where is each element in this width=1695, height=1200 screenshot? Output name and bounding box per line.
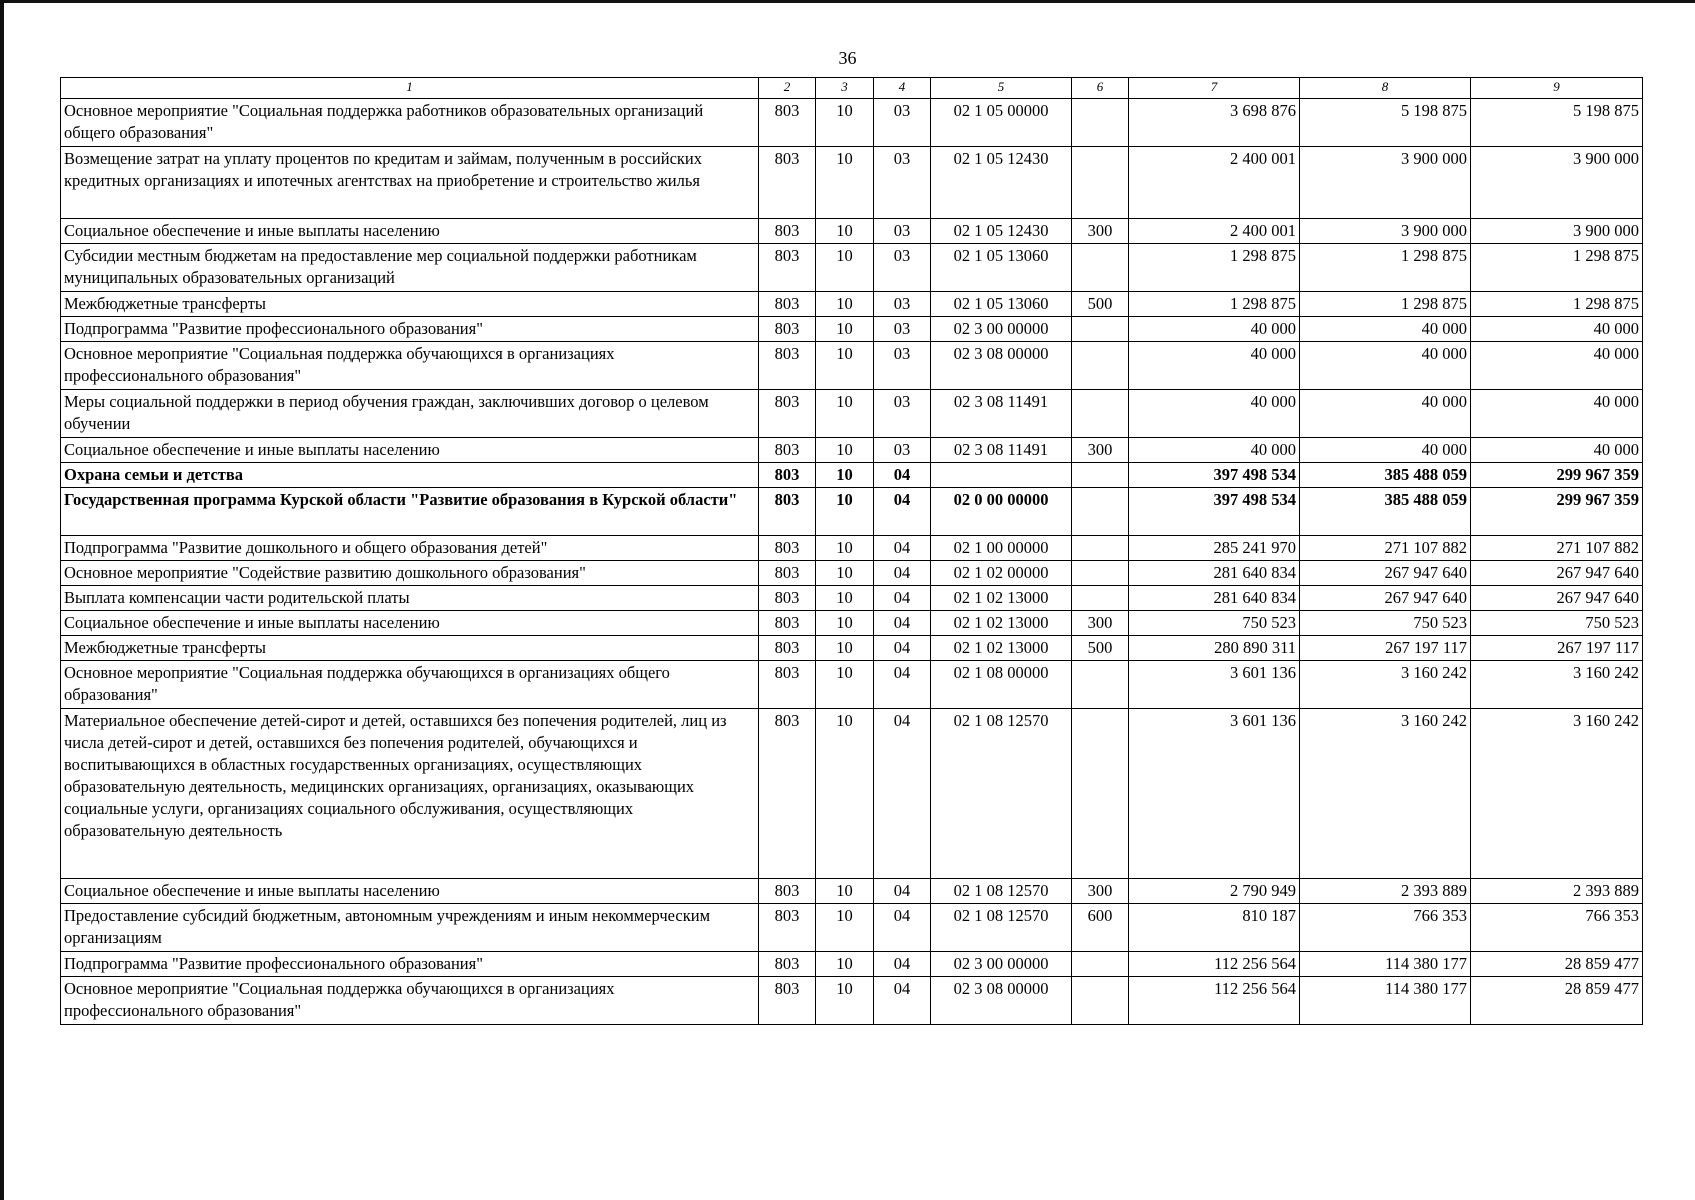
subsection-code-cell: 03 xyxy=(874,292,931,317)
subsection-code-cell: 03 xyxy=(874,390,931,438)
target-article-cell: 02 3 08 11491 xyxy=(931,438,1072,463)
amount-col8-cell: 40 000 xyxy=(1300,342,1471,390)
section-code-cell: 10 xyxy=(816,977,874,1025)
amount-col9-cell: 5 198 875 xyxy=(1471,99,1643,147)
table-row xyxy=(61,586,1643,611)
amount-col9-cell: 1 298 875 xyxy=(1471,292,1643,317)
ministry-code-cell: 803 xyxy=(759,438,816,463)
expense-type-cell xyxy=(1072,661,1129,709)
table-row xyxy=(61,342,1643,390)
ministry-code-cell: 803 xyxy=(759,879,816,904)
amount-col9-cell: 2 393 889 xyxy=(1471,879,1643,904)
amount-col9-cell: 271 107 882 xyxy=(1471,536,1643,561)
table-row xyxy=(61,661,1643,709)
amount-col9-cell: 3 900 000 xyxy=(1471,219,1643,244)
table-row xyxy=(61,244,1643,292)
ministry-code-cell: 803 xyxy=(759,244,816,292)
expense-type-cell xyxy=(1072,488,1129,536)
amount-col7-cell: 810 187 xyxy=(1129,904,1300,952)
amount-col7-cell: 285 241 970 xyxy=(1129,536,1300,561)
ministry-code-cell: 803 xyxy=(759,561,816,586)
row-name-cell: Межбюджетные трансферты xyxy=(61,636,759,661)
expense-type-cell xyxy=(1072,147,1129,219)
amount-col9-cell: 299 967 359 xyxy=(1471,463,1643,488)
amount-col7-cell: 3 601 136 xyxy=(1129,661,1300,709)
amount-col9-cell: 3 160 242 xyxy=(1471,661,1643,709)
amount-col8-cell: 271 107 882 xyxy=(1300,536,1471,561)
table-row xyxy=(61,904,1643,952)
row-name-cell: Охрана семьи и детства xyxy=(61,463,759,488)
row-name-cell: Материальное обеспечение детей-сирот и детей, оставшихся без попечения родителей, лиц из числа детей-сирот и детей, оставшихся без попечения родителей, обучающихся и воспитывающихся в областных государственных организациях, осуществляющих образовательную деятельность, медицинских организациях, организациях, оказывающих социальные услуги, организациях социального обслуживания, осуществляющих образовательную деятельность xyxy=(61,709,759,879)
table-row xyxy=(61,561,1643,586)
table-body xyxy=(61,78,1643,1025)
section-code-cell: 10 xyxy=(816,147,874,219)
target-article-cell: 02 1 08 12570 xyxy=(931,709,1072,879)
amount-col8-cell: 40 000 xyxy=(1300,390,1471,438)
table-row xyxy=(61,292,1643,317)
row-name-cell: Социальное обеспечение и иные выплаты населению xyxy=(61,438,759,463)
subsection-code-cell: 03 xyxy=(874,342,931,390)
subsection-code-cell: 03 xyxy=(874,99,931,147)
amount-col7-cell: 112 256 564 xyxy=(1129,952,1300,977)
section-code-cell: 10 xyxy=(816,586,874,611)
subsection-code-cell: 03 xyxy=(874,438,931,463)
target-article-cell: 02 3 08 00000 xyxy=(931,977,1072,1025)
subsection-code-cell: 04 xyxy=(874,904,931,952)
header-cell: 7 xyxy=(1129,78,1300,99)
target-article-cell: 02 1 05 12430 xyxy=(931,147,1072,219)
expense-type-cell xyxy=(1072,244,1129,292)
amount-col8-cell: 750 523 xyxy=(1300,611,1471,636)
row-name-cell: Основное мероприятие "Содействие развитию дошкольного образования" xyxy=(61,561,759,586)
amount-col8-cell: 3 160 242 xyxy=(1300,709,1471,879)
table-row xyxy=(61,463,1643,488)
section-code-cell: 10 xyxy=(816,390,874,438)
ministry-code-cell: 803 xyxy=(759,463,816,488)
target-article-cell: 02 3 00 00000 xyxy=(931,317,1072,342)
target-article-cell: 02 1 05 13060 xyxy=(931,292,1072,317)
expense-type-cell: 600 xyxy=(1072,904,1129,952)
table-row xyxy=(61,611,1643,636)
expense-type-cell: 300 xyxy=(1072,611,1129,636)
target-article-cell: 02 1 05 00000 xyxy=(931,99,1072,147)
ministry-code-cell: 803 xyxy=(759,536,816,561)
section-code-cell: 10 xyxy=(816,219,874,244)
row-name-cell: Подпрограмма "Развитие профессионального образования" xyxy=(61,952,759,977)
expense-type-cell xyxy=(1072,561,1129,586)
table-row xyxy=(61,99,1643,147)
expense-type-cell: 300 xyxy=(1072,219,1129,244)
header-cell: 1 xyxy=(61,78,759,99)
row-name-cell: Подпрограмма "Развитие дошкольного и общего образования детей" xyxy=(61,536,759,561)
table-row xyxy=(61,390,1643,438)
target-article-cell: 02 1 02 00000 xyxy=(931,561,1072,586)
ministry-code-cell: 803 xyxy=(759,661,816,709)
amount-col9-cell: 28 859 477 xyxy=(1471,952,1643,977)
table-row xyxy=(61,317,1643,342)
amount-col7-cell: 2 790 949 xyxy=(1129,879,1300,904)
target-article-cell: 02 1 08 12570 xyxy=(931,904,1072,952)
amount-col9-cell: 750 523 xyxy=(1471,611,1643,636)
section-code-cell: 10 xyxy=(816,536,874,561)
table-row xyxy=(61,438,1643,463)
amount-col7-cell: 3 698 876 xyxy=(1129,99,1300,147)
ministry-code-cell: 803 xyxy=(759,147,816,219)
row-name-cell: Государственная программа Курской области "Развитие образования в Курской области" xyxy=(61,488,759,536)
section-code-cell: 10 xyxy=(816,317,874,342)
row-name-cell: Предоставление субсидий бюджетным, автономным учреждениям и иным некоммерческим организациям xyxy=(61,904,759,952)
ministry-code-cell: 803 xyxy=(759,342,816,390)
target-article-cell: 02 3 00 00000 xyxy=(931,952,1072,977)
amount-col7-cell: 40 000 xyxy=(1129,438,1300,463)
amount-col9-cell: 3 160 242 xyxy=(1471,709,1643,879)
row-name-cell: Социальное обеспечение и иные выплаты населению xyxy=(61,611,759,636)
amount-col7-cell: 40 000 xyxy=(1129,317,1300,342)
amount-col8-cell: 2 393 889 xyxy=(1300,879,1471,904)
amount-col9-cell: 40 000 xyxy=(1471,317,1643,342)
expense-type-cell xyxy=(1072,99,1129,147)
table-row xyxy=(61,536,1643,561)
row-name-cell: Основное мероприятие "Социальная поддержка обучающихся в организациях профессионального образования" xyxy=(61,977,759,1025)
section-code-cell: 10 xyxy=(816,244,874,292)
amount-col8-cell: 267 197 117 xyxy=(1300,636,1471,661)
section-code-cell: 10 xyxy=(816,342,874,390)
target-article-cell: 02 3 08 11491 xyxy=(931,390,1072,438)
amount-col7-cell: 750 523 xyxy=(1129,611,1300,636)
header-cell: 2 xyxy=(759,78,816,99)
table-row xyxy=(61,488,1643,536)
subsection-code-cell: 04 xyxy=(874,561,931,586)
subsection-code-cell: 04 xyxy=(874,879,931,904)
target-article-cell: 02 1 02 13000 xyxy=(931,611,1072,636)
expense-type-cell xyxy=(1072,317,1129,342)
expense-type-cell xyxy=(1072,390,1129,438)
amount-col7-cell: 280 890 311 xyxy=(1129,636,1300,661)
expense-type-cell: 500 xyxy=(1072,636,1129,661)
amount-col9-cell: 299 967 359 xyxy=(1471,488,1643,536)
amount-col8-cell: 114 380 177 xyxy=(1300,977,1471,1025)
subsection-code-cell: 04 xyxy=(874,661,931,709)
expense-type-cell xyxy=(1072,586,1129,611)
amount-col8-cell: 385 488 059 xyxy=(1300,463,1471,488)
amount-col7-cell: 3 601 136 xyxy=(1129,709,1300,879)
ministry-code-cell: 803 xyxy=(759,390,816,438)
table-row xyxy=(61,952,1643,977)
row-name-cell: Межбюджетные трансферты xyxy=(61,292,759,317)
header-cell: 6 xyxy=(1072,78,1129,99)
expense-type-cell xyxy=(1072,536,1129,561)
target-article-cell: 02 1 05 12430 xyxy=(931,219,1072,244)
expense-type-cell xyxy=(1072,342,1129,390)
table-row xyxy=(61,219,1643,244)
target-article-cell: 02 1 05 13060 xyxy=(931,244,1072,292)
row-name-cell: Меры социальной поддержки в период обучения граждан, заключивших договор о целевом обучении xyxy=(61,390,759,438)
amount-col7-cell: 281 640 834 xyxy=(1129,586,1300,611)
amount-col7-cell: 40 000 xyxy=(1129,390,1300,438)
target-article-cell: 02 1 08 00000 xyxy=(931,661,1072,709)
target-article-cell: 02 1 02 13000 xyxy=(931,636,1072,661)
ministry-code-cell: 803 xyxy=(759,611,816,636)
header-cell: 4 xyxy=(874,78,931,99)
amount-col8-cell: 3 160 242 xyxy=(1300,661,1471,709)
table-row xyxy=(61,636,1643,661)
ministry-code-cell: 803 xyxy=(759,977,816,1025)
target-article-cell xyxy=(931,463,1072,488)
header-row xyxy=(61,78,1643,99)
ministry-code-cell: 803 xyxy=(759,219,816,244)
row-name-cell: Основное мероприятие "Социальная поддержка обучающихся в организациях профессионального образования" xyxy=(61,342,759,390)
amount-col8-cell: 1 298 875 xyxy=(1300,292,1471,317)
row-name-cell: Социальное обеспечение и иные выплаты населению xyxy=(61,879,759,904)
ministry-code-cell: 803 xyxy=(759,709,816,879)
amount-col7-cell: 1 298 875 xyxy=(1129,292,1300,317)
target-article-cell: 02 1 02 13000 xyxy=(931,586,1072,611)
expense-type-cell: 500 xyxy=(1072,292,1129,317)
amount-col8-cell: 40 000 xyxy=(1300,317,1471,342)
ministry-code-cell: 803 xyxy=(759,317,816,342)
amount-col8-cell: 766 353 xyxy=(1300,904,1471,952)
target-article-cell: 02 0 00 00000 xyxy=(931,488,1072,536)
amount-col9-cell: 3 900 000 xyxy=(1471,147,1643,219)
section-code-cell: 10 xyxy=(816,879,874,904)
table-row xyxy=(61,977,1643,1025)
header-cell: 8 xyxy=(1300,78,1471,99)
ministry-code-cell: 803 xyxy=(759,636,816,661)
amount-col8-cell: 3 900 000 xyxy=(1300,147,1471,219)
target-article-cell: 02 3 08 00000 xyxy=(931,342,1072,390)
section-code-cell: 10 xyxy=(816,463,874,488)
row-name-cell: Выплата компенсации части родительской платы xyxy=(61,586,759,611)
subsection-code-cell: 03 xyxy=(874,317,931,342)
amount-col9-cell: 40 000 xyxy=(1471,438,1643,463)
subsection-code-cell: 04 xyxy=(874,636,931,661)
subsection-code-cell: 04 xyxy=(874,709,931,879)
amount-col7-cell: 397 498 534 xyxy=(1129,463,1300,488)
subsection-code-cell: 04 xyxy=(874,611,931,636)
expense-type-cell xyxy=(1072,709,1129,879)
scan-edge-top xyxy=(0,0,1695,3)
table-row xyxy=(61,147,1643,219)
subsection-code-cell: 03 xyxy=(874,219,931,244)
amount-col9-cell: 267 197 117 xyxy=(1471,636,1643,661)
section-code-cell: 10 xyxy=(816,561,874,586)
budget-table xyxy=(60,77,1643,1025)
header-cell: 5 xyxy=(931,78,1072,99)
expense-type-cell xyxy=(1072,952,1129,977)
section-code-cell: 10 xyxy=(816,488,874,536)
section-code-cell: 10 xyxy=(816,292,874,317)
section-code-cell: 10 xyxy=(816,438,874,463)
ministry-code-cell: 803 xyxy=(759,586,816,611)
section-code-cell: 10 xyxy=(816,709,874,879)
subsection-code-cell: 04 xyxy=(874,952,931,977)
amount-col9-cell: 40 000 xyxy=(1471,390,1643,438)
subsection-code-cell: 04 xyxy=(874,463,931,488)
subsection-code-cell: 04 xyxy=(874,488,931,536)
row-name-cell: Основное мероприятие "Социальная поддержка обучающихся в организациях общего образования" xyxy=(61,661,759,709)
page-number: 36 xyxy=(838,48,857,68)
amount-col8-cell: 114 380 177 xyxy=(1300,952,1471,977)
ministry-code-cell: 803 xyxy=(759,488,816,536)
section-code-cell: 10 xyxy=(816,99,874,147)
amount-col9-cell: 28 859 477 xyxy=(1471,977,1643,1025)
amount-col8-cell: 5 198 875 xyxy=(1300,99,1471,147)
row-name-cell: Возмещение затрат на уплату процентов по кредитам и займам, полученным в российских кредитных организациях и ипотечных агентствах на приобретение и строительство жилья xyxy=(61,147,759,219)
amount-col7-cell: 112 256 564 xyxy=(1129,977,1300,1025)
amount-col8-cell: 385 488 059 xyxy=(1300,488,1471,536)
amount-col9-cell: 1 298 875 xyxy=(1471,244,1643,292)
amount-col8-cell: 267 947 640 xyxy=(1300,586,1471,611)
ministry-code-cell: 803 xyxy=(759,99,816,147)
row-name-cell: Подпрограмма "Развитие профессионального образования" xyxy=(61,317,759,342)
subsection-code-cell: 04 xyxy=(874,536,931,561)
header-cell: 9 xyxy=(1471,78,1643,99)
amount-col7-cell: 2 400 001 xyxy=(1129,219,1300,244)
ministry-code-cell: 803 xyxy=(759,904,816,952)
header-cell: 3 xyxy=(816,78,874,99)
section-code-cell: 10 xyxy=(816,904,874,952)
expense-type-cell xyxy=(1072,977,1129,1025)
amount-col7-cell: 2 400 001 xyxy=(1129,147,1300,219)
amount-col9-cell: 40 000 xyxy=(1471,342,1643,390)
table-row xyxy=(61,709,1643,879)
target-article-cell: 02 1 08 12570 xyxy=(931,879,1072,904)
amount-col8-cell: 3 900 000 xyxy=(1300,219,1471,244)
row-name-cell: Социальное обеспечение и иные выплаты населению xyxy=(61,219,759,244)
row-name-cell: Основное мероприятие "Социальная поддержка работников образовательных организаций общего образования" xyxy=(61,99,759,147)
amount-col9-cell: 267 947 640 xyxy=(1471,561,1643,586)
amount-col8-cell: 267 947 640 xyxy=(1300,561,1471,586)
expense-type-cell xyxy=(1072,463,1129,488)
ministry-code-cell: 803 xyxy=(759,952,816,977)
subsection-code-cell: 04 xyxy=(874,977,931,1025)
table-row xyxy=(61,879,1643,904)
amount-col7-cell: 1 298 875 xyxy=(1129,244,1300,292)
scan-edge-left xyxy=(0,0,4,1200)
subsection-code-cell: 04 xyxy=(874,586,931,611)
section-code-cell: 10 xyxy=(816,611,874,636)
amount-col7-cell: 40 000 xyxy=(1129,342,1300,390)
expense-type-cell: 300 xyxy=(1072,879,1129,904)
subsection-code-cell: 03 xyxy=(874,244,931,292)
section-code-cell: 10 xyxy=(816,661,874,709)
amount-col8-cell: 1 298 875 xyxy=(1300,244,1471,292)
amount-col8-cell: 40 000 xyxy=(1300,438,1471,463)
amount-col9-cell: 267 947 640 xyxy=(1471,586,1643,611)
section-code-cell: 10 xyxy=(816,952,874,977)
ministry-code-cell: 803 xyxy=(759,292,816,317)
row-name-cell: Субсидии местным бюджетам на предоставление мер социальной поддержки работникам муниципальных образовательных организаций xyxy=(61,244,759,292)
target-article-cell: 02 1 00 00000 xyxy=(931,536,1072,561)
expense-type-cell: 300 xyxy=(1072,438,1129,463)
section-code-cell: 10 xyxy=(816,636,874,661)
subsection-code-cell: 03 xyxy=(874,147,931,219)
amount-col9-cell: 766 353 xyxy=(1471,904,1643,952)
amount-col7-cell: 281 640 834 xyxy=(1129,561,1300,586)
amount-col7-cell: 397 498 534 xyxy=(1129,488,1300,536)
